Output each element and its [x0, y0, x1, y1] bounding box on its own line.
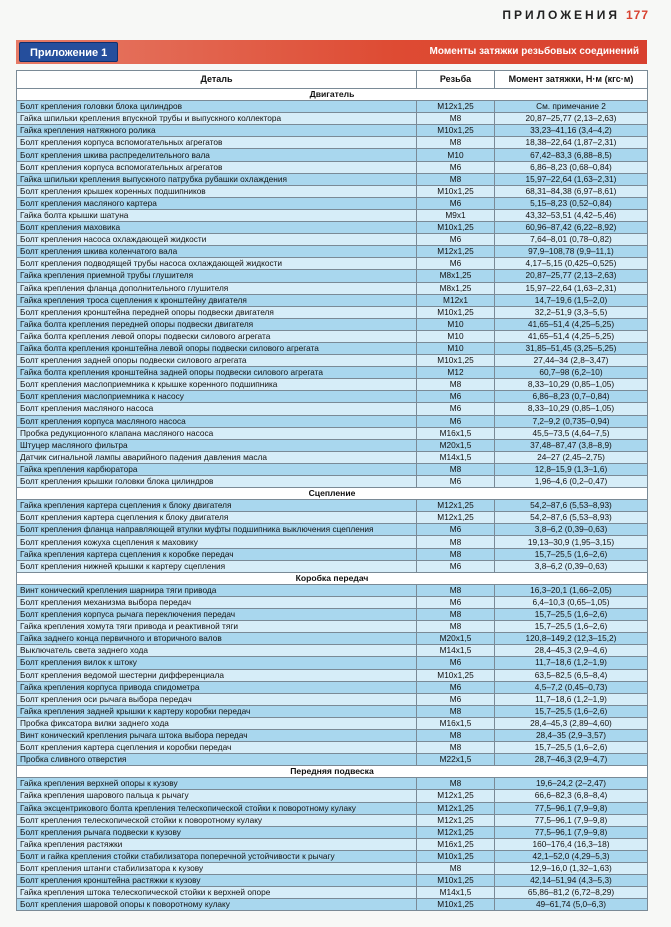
- table-row: [17, 717, 648, 729]
- table-row: [17, 621, 648, 633]
- torque-cell: 41,65–51,4 (4,25–5,25): [495, 330, 648, 342]
- table-row: [17, 282, 648, 294]
- table-row: [17, 524, 648, 536]
- thread-cell: M6: [417, 681, 495, 693]
- torque-cell: 66,6–82,3 (6,8–8,4): [495, 790, 648, 802]
- part-cell: Болт крепления корпуса рычага переключения передач: [17, 609, 417, 621]
- torque-cell: 8,33–10,29 (0,85–1,05): [495, 379, 648, 391]
- part-cell: Болт крепления шаровой опоры к поворотному кулаку: [17, 899, 417, 911]
- column-header-thread: Резьба: [417, 71, 495, 89]
- table-row: [17, 596, 648, 608]
- table-row: [17, 742, 648, 754]
- thread-cell: M16x1,5: [417, 427, 495, 439]
- thread-cell: M6: [417, 258, 495, 270]
- thread-cell: M8: [417, 379, 495, 391]
- torque-cell: 12,9–16,0 (1,32–1,63): [495, 863, 648, 875]
- thread-cell: M8: [417, 729, 495, 741]
- thread-cell: M12x1,25: [417, 826, 495, 838]
- table-row: [17, 403, 648, 415]
- page-number: 177: [625, 8, 649, 22]
- part-cell: Выключатель света заднего хода: [17, 645, 417, 657]
- table-row: [17, 609, 648, 621]
- part-cell: Гайка шпильки крепления впускной трубы и выпускного коллектора: [17, 113, 417, 125]
- part-cell: Гайка крепления хомута тяги привода и реактивной тяги: [17, 621, 417, 633]
- section-header-row: [17, 572, 648, 584]
- torque-table: [16, 70, 648, 911]
- thread-cell: M6: [417, 403, 495, 415]
- torque-cell: 65,86–81,2 (6,72–8,29): [495, 887, 648, 899]
- part-cell: Болт крепления крышки головки блока цилиндров: [17, 476, 417, 488]
- torque-cell: 4,17–5,15 (0,425–0,525): [495, 258, 648, 270]
- torque-cell: 28,4–45,3 (2,9–4,6): [495, 645, 648, 657]
- part-cell: Болт крепления телескопической стойки к поворотному кулаку: [17, 814, 417, 826]
- thread-cell: M8: [417, 137, 495, 149]
- torque-cell: 160–176,4 (16,3–18): [495, 838, 648, 850]
- torque-cell: 43,32–53,51 (4,42–5,46): [495, 209, 648, 221]
- thread-cell: M8x1,25: [417, 282, 495, 294]
- part-cell: Гайка крепления растяжки: [17, 838, 417, 850]
- part-cell: Пробка фиксатора вилки заднего хода: [17, 717, 417, 729]
- torque-cell: 42,1–52,0 (4,29–5,3): [495, 850, 648, 862]
- torque-cell: 4,5–7,2 (0,45–0,73): [495, 681, 648, 693]
- torque-cell: 63,5–82,5 (6,5–8,4): [495, 669, 648, 681]
- thread-cell: M6: [417, 657, 495, 669]
- table-row: [17, 560, 648, 572]
- appendix-title: Моменты затяжки резьбовых соединений: [429, 46, 639, 57]
- thread-cell: M6: [417, 234, 495, 246]
- thread-cell: M6: [417, 476, 495, 488]
- part-cell: Болт крепления картера сцепления и коробки передач: [17, 742, 417, 754]
- torque-cell: 54,2–87,6 (5,53–8,93): [495, 512, 648, 524]
- torque-cell: 42,14–51,94 (4,3–5,3): [495, 875, 648, 887]
- thread-cell: M8: [417, 778, 495, 790]
- thread-cell: M12x1,25: [417, 512, 495, 524]
- torque-cell: 20,87–25,77 (2,13–2,63): [495, 113, 648, 125]
- table-row: [17, 693, 648, 705]
- part-cell: Болт крепления корпуса вспомогательных агрегатов: [17, 137, 417, 149]
- torque-cell: 67,42–83,3 (6,88–8,5): [495, 149, 648, 161]
- part-cell: Болт крепления головки блока цилиндров: [17, 101, 417, 113]
- table-row: [17, 778, 648, 790]
- part-cell: Болт крепления шкива распределительного вала: [17, 149, 417, 161]
- torque-cell: 15,7–25,5 (1,6–2,6): [495, 705, 648, 717]
- part-cell: Гайка крепления картера сцепления к коробке передач: [17, 548, 417, 560]
- part-cell: Болт крепления кожуха сцепления к маховику: [17, 536, 417, 548]
- table-row: [17, 451, 648, 463]
- thread-cell: M6: [417, 524, 495, 536]
- torque-cell: 77,5–96,1 (7,9–9,8): [495, 814, 648, 826]
- part-cell: Пробка сливного отверстия: [17, 754, 417, 766]
- running-header: [502, 8, 649, 22]
- thread-cell: M6: [417, 560, 495, 572]
- thread-cell: M10x1,25: [417, 899, 495, 911]
- part-cell: Болт крепления шкива коленчатого вала: [17, 246, 417, 258]
- table-row: [17, 705, 648, 717]
- thread-cell: M10: [417, 149, 495, 161]
- appendix-label: Приложение 1: [19, 42, 118, 62]
- part-cell: Болт крепления кронштейна растяжки к кузову: [17, 875, 417, 887]
- part-cell: Гайка болта крышки шатуна: [17, 209, 417, 221]
- table-row: [17, 463, 648, 475]
- table-row: [17, 342, 648, 354]
- part-cell: Болт крепления корпуса вспомогательных агрегатов: [17, 161, 417, 173]
- part-cell: Болт крепления маслоприемника к крышке коренного подшипника: [17, 379, 417, 391]
- section-title: Коробка передач: [17, 572, 648, 584]
- part-cell: Гайка крепления троса сцепления к кронштейну двигателя: [17, 294, 417, 306]
- torque-cell: 19,6–24,2 (2–2,47): [495, 778, 648, 790]
- part-cell: Винт конический крепления шарнира тяги привода: [17, 584, 417, 596]
- table-row: [17, 536, 648, 548]
- thread-cell: M10x1,25: [417, 306, 495, 318]
- part-cell: Болт крепления задней опоры подвески силового агрегата: [17, 355, 417, 367]
- torque-cell: 120,8–149,2 (12,3–15,2): [495, 633, 648, 645]
- table-row: [17, 427, 648, 439]
- part-cell: Гайка крепления картера сцепления к блоку двигателя: [17, 500, 417, 512]
- table-row: [17, 415, 648, 427]
- table-row: [17, 258, 648, 270]
- thread-cell: M6: [417, 415, 495, 427]
- table-row: [17, 887, 648, 899]
- table-row: [17, 355, 648, 367]
- part-cell: Гайка заднего конца первичного и вторичного валов: [17, 633, 417, 645]
- part-cell: Болт крепления крышек коренных подшипников: [17, 185, 417, 197]
- thread-cell: M14x1,5: [417, 451, 495, 463]
- part-cell: Гайка крепления задней крышки к картеру коробки передач: [17, 705, 417, 717]
- torque-cell: 6,4–10,3 (0,65–1,05): [495, 596, 648, 608]
- thread-cell: M14x1,5: [417, 887, 495, 899]
- part-cell: Винт конический крепления рычага штока выбора передач: [17, 729, 417, 741]
- table-row: [17, 161, 648, 173]
- section-header-row: [17, 89, 648, 101]
- torque-cell: 15,7–25,5 (1,6–2,6): [495, 548, 648, 560]
- table-row: [17, 875, 648, 887]
- torque-cell: 27,44–34 (2,8–3,47): [495, 355, 648, 367]
- table-row: [17, 318, 648, 330]
- table-header-row: [17, 71, 648, 89]
- torque-cell: 7,2–9,2 (0,735–0,94): [495, 415, 648, 427]
- torque-cell: 3,8–6,2 (0,39–0,63): [495, 524, 648, 536]
- table-row: [17, 306, 648, 318]
- table-row: [17, 101, 648, 113]
- table-row: [17, 173, 648, 185]
- table-row: [17, 790, 648, 802]
- torque-cell: 15,97–22,64 (1,63–2,31): [495, 282, 648, 294]
- torque-cell: 19,13–30,9 (1,95–3,15): [495, 536, 648, 548]
- torque-cell: См. примечание 2: [495, 101, 648, 113]
- thread-cell: M12x1,25: [417, 790, 495, 802]
- torque-cell: 28,7–46,3 (2,9–4,7): [495, 754, 648, 766]
- part-cell: Болт крепления фланца направляющей втулки муфты подшипника выключения сцепления: [17, 524, 417, 536]
- torque-cell: 3,8–6,2 (0,39–0,63): [495, 560, 648, 572]
- part-cell: Болт крепления маховика: [17, 222, 417, 234]
- section-title: Сцепление: [17, 488, 648, 500]
- table-row: [17, 863, 648, 875]
- thread-cell: M8x1,25: [417, 270, 495, 282]
- torque-cell: 33,23–41,16 (3,4–4,2): [495, 125, 648, 137]
- torque-cell: 11,7–18,6 (1,2–1,9): [495, 657, 648, 669]
- thread-cell: M10x1,25: [417, 669, 495, 681]
- table-row: [17, 500, 648, 512]
- torque-cell: 77,5–96,1 (7,9–9,8): [495, 802, 648, 814]
- table-row: [17, 209, 648, 221]
- table-row: [17, 548, 648, 560]
- table-row: [17, 125, 648, 137]
- table-row: [17, 185, 648, 197]
- thread-cell: M9x1: [417, 209, 495, 221]
- part-cell: Болт крепления штанги стабилизатора к кузову: [17, 863, 417, 875]
- part-cell: Болт крепления картера сцепления к блоку двигателя: [17, 512, 417, 524]
- torque-cell: 31,85–51,45 (3,25–5,25): [495, 342, 648, 354]
- table-row: [17, 294, 648, 306]
- torque-cell: 41,65–51,4 (4,25–5,25): [495, 318, 648, 330]
- table-row: [17, 197, 648, 209]
- table-row: [17, 645, 648, 657]
- torque-cell: 77,5–96,1 (7,9–9,8): [495, 826, 648, 838]
- table-row: [17, 802, 648, 814]
- thread-cell: M8: [417, 705, 495, 717]
- torque-cell: 15,7–25,5 (1,6–2,6): [495, 621, 648, 633]
- torque-cell: 68,31–84,38 (6,97–8,61): [495, 185, 648, 197]
- torque-cell: 24–27 (2,45–2,75): [495, 451, 648, 463]
- thread-cell: M6: [417, 197, 495, 209]
- torque-cell: 60,7–98 (6,2–10): [495, 367, 648, 379]
- part-cell: Болт крепления масляного насоса: [17, 403, 417, 415]
- thread-cell: M12x1: [417, 294, 495, 306]
- thread-cell: M10: [417, 318, 495, 330]
- thread-cell: M14x1,5: [417, 645, 495, 657]
- part-cell: Болт крепления насоса охлаждающей жидкости: [17, 234, 417, 246]
- torque-cell: 12,8–15,9 (1,3–1,6): [495, 463, 648, 475]
- torque-cell: 16,3–20,1 (1,66–2,05): [495, 584, 648, 596]
- part-cell: Болт крепления механизма выбора передач: [17, 596, 417, 608]
- table-row: [17, 367, 648, 379]
- part-cell: Болт крепления корпуса масляного насоса: [17, 415, 417, 427]
- torque-cell: 5,15–8,23 (0,52–0,84): [495, 197, 648, 209]
- torque-cell: 97,9–108,78 (9,9–11,1): [495, 246, 648, 258]
- table-row: [17, 379, 648, 391]
- torque-cell: 15,97–22,64 (1,63–2,31): [495, 173, 648, 185]
- part-cell: Гайка крепления корпуса привода спидометра: [17, 681, 417, 693]
- appendix-banner: [16, 40, 647, 64]
- table-row: [17, 149, 648, 161]
- thread-cell: M8: [417, 536, 495, 548]
- torque-table-container: [16, 70, 647, 911]
- table-row: [17, 439, 648, 451]
- table-row: [17, 681, 648, 693]
- thread-cell: M20x1,5: [417, 439, 495, 451]
- part-cell: Болт крепления оси рычага выбора передач: [17, 693, 417, 705]
- thread-cell: M8: [417, 584, 495, 596]
- part-cell: Гайка шпильки крепления выпускного патрубка рубашки охлаждения: [17, 173, 417, 185]
- part-cell: Болт крепления ведомой шестерни дифференциала: [17, 669, 417, 681]
- thread-cell: M16x1,25: [417, 838, 495, 850]
- thread-cell: M6: [417, 391, 495, 403]
- torque-cell: 28,4–45,3 (2,89–4,60): [495, 717, 648, 729]
- part-cell: Гайка эксцентрикового болта крепления телескопической стойки к поворотному кулаку: [17, 802, 417, 814]
- thread-cell: M8: [417, 863, 495, 875]
- table-row: [17, 246, 648, 258]
- part-cell: Гайка крепления фланца дополнительного глушителя: [17, 282, 417, 294]
- thread-cell: M12x1,25: [417, 814, 495, 826]
- table-row: [17, 512, 648, 524]
- thread-cell: M10x1,25: [417, 355, 495, 367]
- table-row: [17, 669, 648, 681]
- part-cell: Гайка болта крепления левой опоры подвески силового агрегата: [17, 330, 417, 342]
- table-row: [17, 113, 648, 125]
- part-cell: Гайка болта крепления кронштейна задней опоры подвески силового агрегата: [17, 367, 417, 379]
- torque-cell: 60,96–87,42 (6,22–8,92): [495, 222, 648, 234]
- thread-cell: M12x1,25: [417, 802, 495, 814]
- thread-cell: M22x1,5: [417, 754, 495, 766]
- table-row: [17, 729, 648, 741]
- torque-cell: 14,7–19,6 (1,5–2,0): [495, 294, 648, 306]
- torque-cell: 20,87–25,77 (2,13–2,63): [495, 270, 648, 282]
- table-row: [17, 838, 648, 850]
- thread-cell: M8: [417, 742, 495, 754]
- column-header-torque: Момент затяжки, Н·м (кгс·м): [495, 71, 648, 89]
- part-cell: Пробка редукционного клапана масляного насоса: [17, 427, 417, 439]
- header-title: ПРИЛОЖЕНИЯ: [502, 8, 620, 22]
- table-row: [17, 754, 648, 766]
- part-cell: Гайка крепления верхней опоры к кузову: [17, 778, 417, 790]
- table-row: [17, 222, 648, 234]
- part-cell: Болт крепления рычага подвески к кузову: [17, 826, 417, 838]
- section-header-row: [17, 766, 648, 778]
- thread-cell: M6: [417, 693, 495, 705]
- part-cell: Гайка крепления шарового пальца к рычагу: [17, 790, 417, 802]
- part-cell: Гайка крепления приемной трубы глушителя: [17, 270, 417, 282]
- thread-cell: M10x1,25: [417, 850, 495, 862]
- part-cell: Штуцер масляного фильтра: [17, 439, 417, 451]
- part-cell: Гайка крепления натяжного ролика: [17, 125, 417, 137]
- torque-cell: 6,86–8,23 (0,7–0,84): [495, 391, 648, 403]
- table-body: [17, 89, 648, 911]
- thread-cell: M6: [417, 161, 495, 173]
- part-cell: Гайка болта крепления кронштейна левой опоры подвески силового агрегата: [17, 342, 417, 354]
- thread-cell: M8: [417, 548, 495, 560]
- torque-cell: 6,86–8,23 (0,68–0,84): [495, 161, 648, 173]
- thread-cell: M16x1,5: [417, 717, 495, 729]
- torque-cell: 18,38–22,64 (1,87–2,31): [495, 137, 648, 149]
- torque-cell: 8,33–10,29 (0,85–1,05): [495, 403, 648, 415]
- table-row: [17, 584, 648, 596]
- table-row: [17, 814, 648, 826]
- part-cell: Болт крепления подводящей трубы насоса охлаждающей жидкости: [17, 258, 417, 270]
- thread-cell: M8: [417, 621, 495, 633]
- section-header-row: [17, 488, 648, 500]
- table-row: [17, 899, 648, 911]
- table-row: [17, 657, 648, 669]
- table-row: [17, 137, 648, 149]
- thread-cell: M10: [417, 342, 495, 354]
- table-row: [17, 476, 648, 488]
- thread-cell: M10: [417, 330, 495, 342]
- part-cell: Гайка болта крепления передней опоры подвески двигателя: [17, 318, 417, 330]
- table-row: [17, 850, 648, 862]
- table-row: [17, 330, 648, 342]
- column-header-part: Деталь: [17, 71, 417, 89]
- thread-cell: M10x1,25: [417, 125, 495, 137]
- torque-cell: 37,48–87,47 (3,8–8,9): [495, 439, 648, 451]
- thread-cell: M12x1,25: [417, 246, 495, 258]
- part-cell: Датчик сигнальной лампы аварийного падения давления масла: [17, 451, 417, 463]
- thread-cell: M8: [417, 113, 495, 125]
- part-cell: Гайка крепления штока телескопической стойки к верхней опоре: [17, 887, 417, 899]
- thread-cell: M10x1,25: [417, 222, 495, 234]
- thread-cell: M6: [417, 596, 495, 608]
- thread-cell: M12x1,25: [417, 500, 495, 512]
- torque-cell: 1,96–4,6 (0,2–0,47): [495, 476, 648, 488]
- part-cell: Болт и гайка крепления стойки стабилизатора поперечной устойчивости к рычагу: [17, 850, 417, 862]
- table-row: [17, 633, 648, 645]
- thread-cell: M12: [417, 367, 495, 379]
- part-cell: Болт крепления кронштейна передней опоры подвески двигателя: [17, 306, 417, 318]
- torque-cell: 32,2–51,9 (3,3–5,5): [495, 306, 648, 318]
- table-row: [17, 391, 648, 403]
- thread-cell: M8: [417, 173, 495, 185]
- torque-cell: 11,7–18,6 (1,2–1,9): [495, 693, 648, 705]
- torque-cell: 28,4–35 (2,9–3,57): [495, 729, 648, 741]
- part-cell: Болт крепления маслоприемника к насосу: [17, 391, 417, 403]
- torque-cell: 7,64–8,01 (0,78–0,82): [495, 234, 648, 246]
- torque-cell: 45,5–73,5 (4,64–7,5): [495, 427, 648, 439]
- part-cell: Болт крепления нижней крышки к картеру сцепления: [17, 560, 417, 572]
- table-row: [17, 826, 648, 838]
- part-cell: Болт крепления масляного картера: [17, 197, 417, 209]
- torque-cell: 15,7–25,5 (1,6–2,6): [495, 742, 648, 754]
- thread-cell: M8: [417, 463, 495, 475]
- section-title: Передняя подвеска: [17, 766, 648, 778]
- section-title: Двигатель: [17, 89, 648, 101]
- thread-cell: M10x1,25: [417, 185, 495, 197]
- thread-cell: M10x1,25: [417, 875, 495, 887]
- part-cell: Гайка крепления карбюратора: [17, 463, 417, 475]
- thread-cell: M12x1,25: [417, 101, 495, 113]
- torque-cell: 15,7–25,5 (1,6–2,6): [495, 609, 648, 621]
- torque-cell: 49–61,74 (5,0–6,3): [495, 899, 648, 911]
- part-cell: Болт крепления вилок к штоку: [17, 657, 417, 669]
- table-row: [17, 270, 648, 282]
- thread-cell: M20x1,5: [417, 633, 495, 645]
- table-row: [17, 234, 648, 246]
- thread-cell: M8: [417, 609, 495, 621]
- torque-cell: 54,2–87,6 (5,53–8,93): [495, 500, 648, 512]
